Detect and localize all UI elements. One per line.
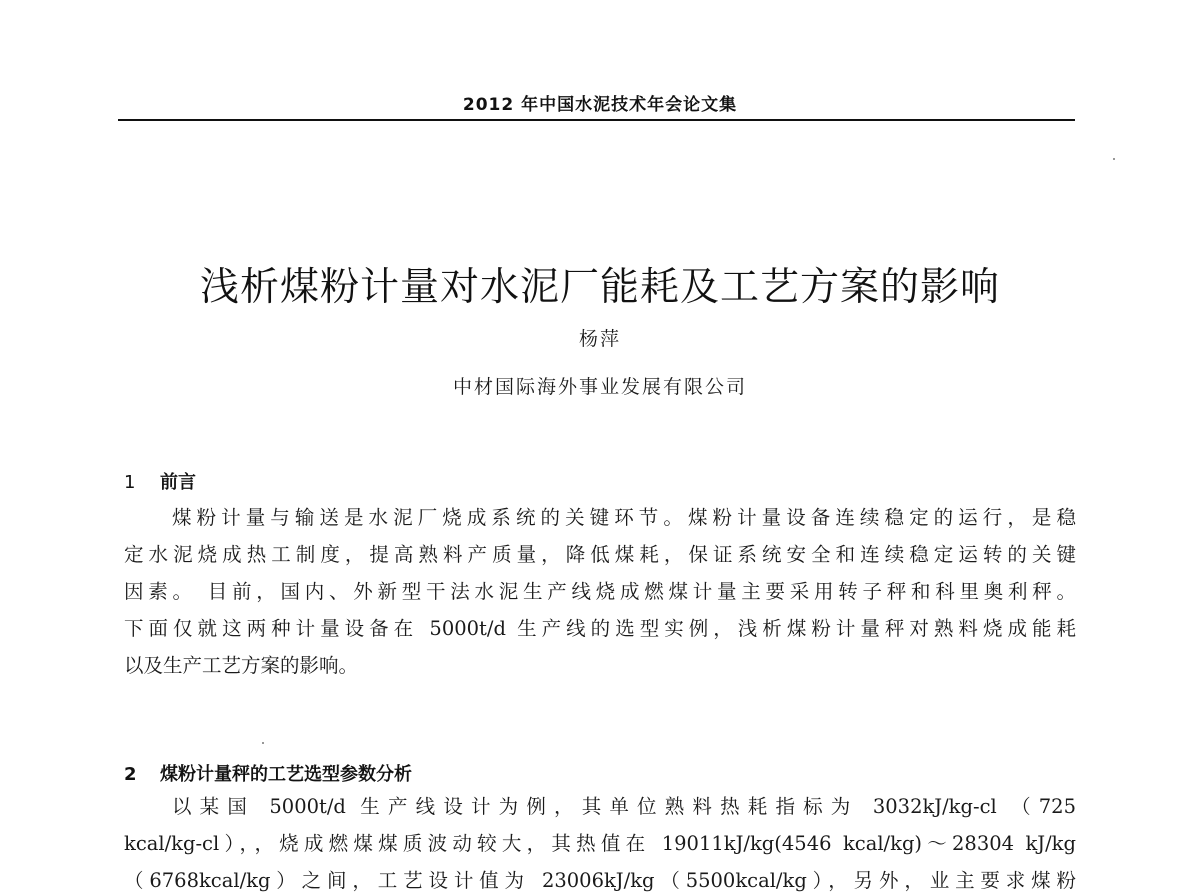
section-number: 2 bbox=[124, 764, 137, 785]
paragraph-line: 以及生产工艺方案的影响。 bbox=[124, 654, 359, 677]
paragraph-line: （6768kcal/kg）之间，工艺设计值为 23006kJ/kg（5500kcal/kg），另外，业主要求煤粉 bbox=[124, 869, 1076, 892]
running-header: 2012 年中国水泥技术年会论文集 bbox=[462, 95, 738, 115]
paragraph-line: 因素。 目前，国内、外新型干法水泥生产线烧成燃煤计量主要采用转子秤和科里奥利秤。 bbox=[124, 580, 1076, 603]
paragraph-line: 定水泥烧成热工制度，提高熟料产质量，降低煤耗，保证系统安全和连续稳定运转的关键 bbox=[124, 543, 1076, 566]
header-rule bbox=[118, 119, 1075, 121]
scan-speck bbox=[262, 742, 264, 744]
section-title: 煤粉计量秤的工艺选型参数分析 bbox=[160, 764, 412, 785]
paragraph-line: 以某国 5000t/d 生产线设计为例，其单位熟料热耗指标为 3032kJ/kg-cl （725 bbox=[172, 795, 1076, 818]
section-heading-parameter-analysis bbox=[124, 760, 412, 786]
scan-speck bbox=[1113, 158, 1115, 160]
section-heading-introduction bbox=[124, 468, 196, 494]
section-title: 前言 bbox=[160, 472, 196, 493]
article-author: 杨萍 bbox=[578, 328, 621, 350]
paragraph-line: kcal/kg-cl），，烧成燃煤煤质波动较大，其热值在 19011kJ/kg(4546 kcal/kg)～28304 kJ/kg bbox=[124, 832, 1076, 855]
article-title: 浅析煤粉计量对水泥厂能耗及工艺方案的影响 bbox=[199, 265, 1000, 310]
section-number: 1 bbox=[124, 472, 136, 493]
article-affiliation: 中材国际海外事业发展有限公司 bbox=[452, 376, 747, 398]
paragraph-line: 煤粉计量与输送是水泥厂烧成系统的关键环节。煤粉计量设备连续稳定的运行，是稳 bbox=[172, 506, 1076, 529]
paragraph-line: 下面仅就这两种计量设备在 5000t/d 生产线的选型实例，浅析煤粉计量秤对熟料烧成能耗 bbox=[124, 617, 1076, 640]
